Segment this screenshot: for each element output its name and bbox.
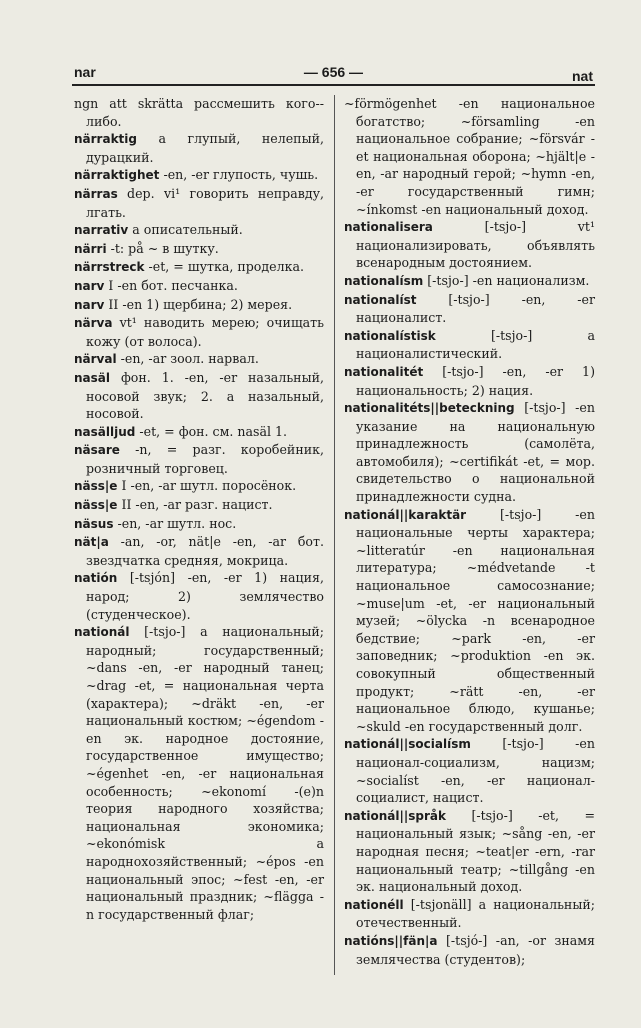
dictionary-entry [74, 240, 324, 259]
dictionary-entry [74, 185, 324, 221]
entry-headword: narv [74, 278, 105, 293]
dictionary-entry [344, 735, 595, 806]
entry-definition: vt¹ наводить мерею; очищать кожу (от волоса). [86, 315, 324, 349]
dictionary-entry [74, 623, 324, 923]
entry-definition: a глупый, нелепый, дурацкий. [86, 131, 324, 165]
dictionary-entry [344, 363, 595, 399]
entry-headword: nasäl [74, 370, 110, 385]
entry-definition: [-tsjo-] -en национал-социализм, нацизм; ~socialíst -en, -er национал-социалист, нацист. [356, 736, 595, 806]
entry-definition: I -en, -ar шутл. поросёнок. [121, 478, 297, 494]
dictionary-entry [74, 496, 324, 515]
entry-definition: -en, -ar шутл. нос. [117, 515, 237, 531]
page-number: — 656 — [303, 64, 364, 80]
entry-definition: [-tsjo-] vt¹ национализировать, объявлять всенародным достоянием. [356, 219, 595, 271]
entry-headword: närva [74, 316, 113, 331]
entry-definition: II -en, -ar разг. нацист. [121, 497, 273, 513]
dictionary-entry [74, 221, 324, 240]
dictionary-entry [344, 95, 595, 218]
page-header [72, 62, 595, 86]
entry-headword: nät|a [74, 535, 109, 550]
entry-definition: ngn att skrätta рассмешить кого--либо. [74, 96, 324, 129]
dictionary-entry [74, 258, 324, 277]
dictionary-entry [344, 218, 595, 272]
entry-headword: nasälljud [74, 424, 136, 439]
dictionary-entry [74, 277, 324, 296]
dictionary-entry [74, 441, 324, 477]
entry-definition: [-tsjo-] a националистический. [356, 327, 595, 362]
right-running-headword: nat [572, 68, 593, 84]
left-running-headword: nar [74, 64, 96, 80]
dictionary-entry [74, 296, 324, 315]
dictionary-entry [74, 166, 324, 185]
dictionary-entry [344, 291, 595, 327]
right-column [344, 95, 595, 968]
entry-definition: [-tsjo-] -et, = национальный язык; ~sång -en, -er народная песня; ~teat|er -ern, -rar национальный театр; ~tillgång -en эк. национальный доход. [356, 807, 595, 895]
entry-headword: nationál||karaktär [344, 507, 467, 522]
dictionary-entry [344, 932, 595, 968]
dictionary-entry [344, 506, 595, 736]
entry-headword: nationalitét [344, 364, 424, 379]
entry-definition: [-tsjo-] -en, -er националист. [356, 291, 595, 326]
entry-definition: -et, = шутка, проделка. [148, 259, 304, 275]
dictionary-entry [74, 569, 324, 623]
dictionary-entry [344, 896, 595, 932]
entry-definition: [-tsjón] -en, -er 1) нация, народ; 2) землячество (студенческое). [86, 570, 324, 622]
entry-headword: näsare [74, 443, 120, 458]
entry-headword: narv [74, 297, 105, 312]
entry-definition: [-tsjo-] -en указание на национальную принадлежность (самолёта, автомобиля); ~certifikát -et, = мор. свидетельство о национальной принадлежности судна. [356, 400, 595, 505]
entry-definition: -en, -er глупость, чушь. [163, 167, 319, 183]
column-divider [334, 95, 335, 975]
entry-headword: näss|e [74, 498, 118, 513]
dictionary-entry [74, 533, 324, 569]
entry-definition: -en, -ar зоол. нарвал. [120, 351, 259, 367]
entry-headword: nationál||språk [344, 808, 446, 823]
entry-headword: närri [74, 241, 107, 256]
entry-headword: närraktighet [74, 168, 160, 183]
entry-headword: narrativ [74, 223, 129, 238]
dictionary-entry [74, 130, 324, 166]
entry-definition: [-tsjo-] -en национальные черты характера; ~litteratúr -en национальная литература; ~médvetande -t национальное самосознание; ~muse|um -et, -er национальный музей; ~ölycka -n всенародное бедствие; ~park -en, -er заповедник; ~produktion -en эк. совокупный общественный продукт; ~rätt -en, -er национальное блюдо, кушанье; ~skuld -en государственный долг. [356, 506, 595, 734]
entry-definition: I -en бот. песчанка. [108, 277, 238, 293]
dictionary-entry [74, 477, 324, 496]
entry-definition: [-tsjó-] -an, -or знамя землячества (студентов); [356, 932, 595, 967]
entry-headword: nationál [74, 625, 130, 640]
dictionary-entry [344, 327, 595, 363]
dictionary-entry [344, 272, 595, 291]
entry-headword: närras [74, 186, 118, 201]
entry-headword: nationéll [344, 897, 404, 912]
dictionary-entry [344, 807, 595, 896]
entry-definition: [-tsjonäll] a национальный; отечественный. [356, 896, 595, 931]
entry-definition: -et, = фон. см. nasäl 1. [139, 423, 288, 439]
dictionary-entry [74, 515, 324, 534]
entry-headword: närraktig [74, 132, 137, 147]
entry-headword: nationál||socialísm [344, 737, 471, 752]
dictionary-entry [74, 314, 324, 350]
dictionary-entry [74, 95, 324, 130]
entry-definition: -t: på ~ в шутку. [110, 240, 219, 256]
entry-headword: nationalitéts||beteckning [344, 401, 515, 416]
entry-headword: natións||fän|a [344, 933, 438, 948]
entry-definition: -an, -or, nät|e -en, -ar бот. звездчатка средняя, мокрица. [86, 534, 324, 568]
dictionary-entry [344, 399, 595, 506]
entry-headword: närrstreck [74, 260, 145, 275]
entry-definition: ~förmögenhet -en национальное богатство; ~församling -en национальное собрание; ~försvár -et национальная оборона; ~hjält|e -en, -ar народный герой; ~hymn -en, -er государственный гимн; ~ínkomst -en национальный доход. [344, 96, 595, 217]
left-column [74, 95, 324, 923]
entry-definition: [-tsjo-] -en национализм. [427, 272, 590, 288]
entry-definition: dep. vi¹ говорить неправду, лгать. [86, 185, 324, 220]
entry-definition: a описательный. [132, 222, 243, 238]
entry-headword: nationalístisk [344, 328, 436, 343]
entry-headword: nationalíst [344, 292, 417, 307]
entry-headword: närval [74, 352, 117, 367]
entry-headword: näsus [74, 516, 114, 531]
entry-headword: natión [74, 571, 118, 586]
entry-headword: nationalísm [344, 273, 424, 288]
entry-definition: [-tsjo-] -en, -er 1) национальность; 2) нация. [356, 363, 595, 398]
entry-headword: nationalisera [344, 220, 433, 235]
dictionary-entry [74, 369, 324, 423]
entry-definition: фон. 1. -en, -er назальный, носовой звук; 2. a назальный, носовой. [86, 369, 324, 422]
entry-definition: [-tsjo-] a национальный; народный; государственный; ~dans -en, -er народный танец; ~drag -et, = национальная черта (характера); ~dräkt -en, -er национальный костюм; ~égendom -en эк. народное достояние, государственное имущество; ~égenhet -en, -er национальная особенность; ~ekonomí -(e)n теория народного хозяйства; национальная экономика; ~ekonómisk a народнохозяйственный; ~épos -en национальный эпос; ~fest -en, -er национальный праздник; ~flägga -n государственный флаг; [86, 624, 324, 922]
entry-definition: -n, = разг. коробейник, розничный торговец. [86, 442, 324, 476]
entry-headword: näss|e [74, 479, 118, 494]
dictionary-entry [74, 350, 324, 369]
dictionary-entry [74, 423, 324, 442]
entry-definition: II -en 1) щербина; 2) мерея. [108, 296, 293, 312]
